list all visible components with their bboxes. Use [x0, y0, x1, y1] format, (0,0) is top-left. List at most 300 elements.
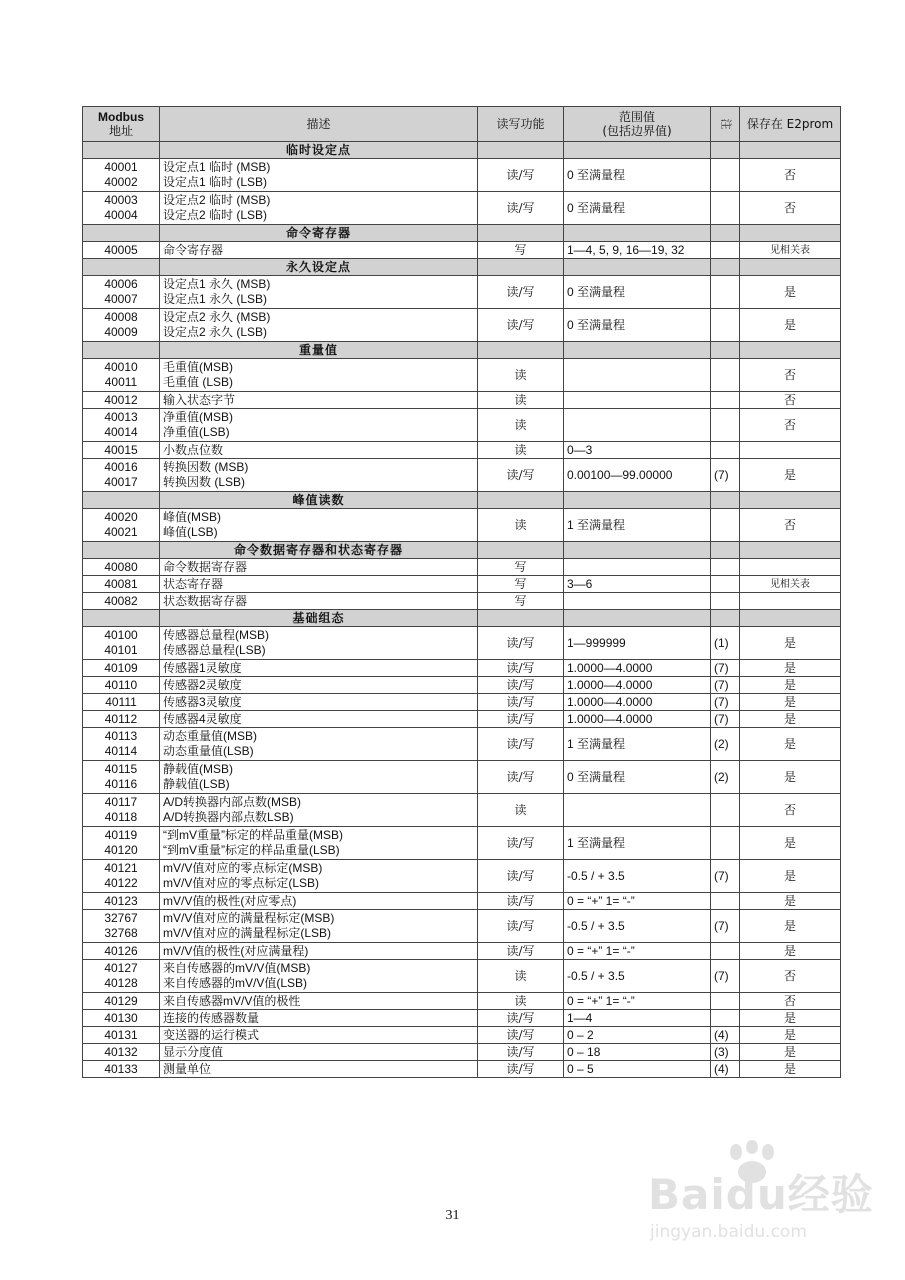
- address-value: 40123: [104, 893, 138, 908]
- address-value: 40021: [104, 525, 138, 539]
- description-cell: [160, 192, 478, 225]
- e2prom-cell: 否: [740, 794, 841, 827]
- address-value: 40126: [104, 943, 138, 958]
- note-cell: [711, 794, 740, 827]
- address-value: 40130: [104, 1010, 138, 1025]
- description-line: 传感器3灵敏度: [163, 694, 242, 709]
- description-line: 峰值(LSB): [163, 525, 218, 539]
- description-line: “到mV重量”标定的样品重量(LSB): [163, 843, 340, 857]
- description-line: 传感器总量程(LSB): [163, 643, 266, 657]
- table-row: [83, 509, 841, 542]
- rw-cell: 读: [478, 442, 564, 459]
- range-cell: 1 至满量程: [564, 509, 711, 542]
- rw-cell: 读/写: [478, 728, 564, 761]
- description-cell: [160, 1061, 478, 1078]
- section-blank-cell: [740, 342, 841, 359]
- section-header-row: [83, 610, 841, 627]
- table-row: [83, 1027, 841, 1044]
- range-cell: 1.0000—4.0000: [564, 660, 711, 677]
- description-line: 测量单位: [163, 1061, 212, 1076]
- address-value: 40114: [104, 744, 138, 758]
- range-cell: [564, 593, 711, 610]
- e2prom-cell: 是: [740, 943, 841, 960]
- address-value: 40081: [104, 576, 138, 591]
- description-line: 来自传感器mV/V值的极性: [163, 993, 301, 1008]
- address-cell: [83, 593, 160, 610]
- section-blank-cell: [740, 492, 841, 509]
- rw-cell: 读/写: [478, 761, 564, 794]
- description-cell: [160, 677, 478, 694]
- range-cell: 0—3: [564, 442, 711, 459]
- range-cell: -0.5 / + 3.5: [564, 960, 711, 993]
- address-value: 40020: [104, 510, 138, 524]
- description-cell: [160, 728, 478, 761]
- rw-cell: 读/写: [478, 893, 564, 910]
- address-cell: [83, 159, 160, 192]
- e2prom-cell: 是: [740, 627, 841, 660]
- section-blank-cell: [478, 259, 564, 276]
- range-cell: 0 = “+” 1= “-”: [564, 993, 711, 1010]
- e2prom-cell: 是: [740, 827, 841, 860]
- section-blank-cell: [564, 342, 711, 359]
- section-title: 命令寄存器: [160, 225, 478, 242]
- description-cell: [160, 459, 478, 492]
- table-header-row: [83, 107, 841, 142]
- e2prom-cell: 是: [740, 1027, 841, 1044]
- table-row: [83, 1061, 841, 1078]
- rw-cell: 读/写: [478, 711, 564, 728]
- e2prom-cell: 是: [740, 276, 841, 309]
- address-cell: [83, 576, 160, 593]
- address-value: 40133: [104, 1061, 138, 1076]
- address-value: 40010: [104, 360, 138, 374]
- rw-cell: 读/写: [478, 677, 564, 694]
- address-value: 40117: [104, 795, 138, 809]
- register-table: [82, 106, 841, 1078]
- section-blank-cell: [564, 142, 711, 159]
- note-cell: (4): [711, 1061, 740, 1078]
- address-cell: [83, 509, 160, 542]
- description-cell: [160, 860, 478, 893]
- note-cell: (2): [711, 728, 740, 761]
- range-cell: 0 至满量程: [564, 761, 711, 794]
- description-line: 设定点1 永久 (LSB): [163, 292, 268, 306]
- section-blank-cell: [478, 542, 564, 559]
- rw-cell: 读/写: [478, 694, 564, 711]
- address-cell: [83, 893, 160, 910]
- rw-cell: 写: [478, 242, 564, 259]
- description-line: 动态重量值(LSB): [163, 744, 254, 758]
- description-cell: [160, 943, 478, 960]
- address-value: 40119: [104, 828, 138, 842]
- description-cell: [160, 993, 478, 1010]
- rw-cell: 读/写: [478, 1061, 564, 1078]
- description-line: 传感器1灵敏度: [163, 660, 242, 675]
- table-row: [83, 192, 841, 225]
- address-cell: [83, 392, 160, 409]
- description-cell: [160, 509, 478, 542]
- note-cell: [711, 943, 740, 960]
- table-row: [83, 794, 841, 827]
- address-value: 40121: [104, 861, 138, 875]
- rw-cell: 读: [478, 392, 564, 409]
- section-blank-cell: [711, 492, 740, 509]
- header-notes: [711, 107, 740, 142]
- e2prom-cell: 见相关表: [740, 576, 841, 593]
- description-cell: [160, 159, 478, 192]
- note-cell: [711, 392, 740, 409]
- e2prom-cell: 否: [740, 392, 841, 409]
- description-line: 设定点2 永久 (LSB): [163, 325, 268, 339]
- section-blank-cell: [83, 610, 160, 627]
- section-blank-cell: [740, 610, 841, 627]
- address-cell: [83, 993, 160, 1010]
- range-cell: 0 = “+” 1= “-”: [564, 943, 711, 960]
- description-cell: [160, 359, 478, 392]
- rw-cell: 读/写: [478, 660, 564, 677]
- address-value: 40113: [104, 729, 138, 743]
- description-line: mV/V值对应的零点标定(LSB): [163, 876, 320, 890]
- description-cell: [160, 1027, 478, 1044]
- note-cell: [711, 442, 740, 459]
- range-cell: 1 至满量程: [564, 827, 711, 860]
- description-cell: [160, 593, 478, 610]
- e2prom-cell: 是: [740, 728, 841, 761]
- e2prom-cell: 否: [740, 993, 841, 1010]
- range-cell: 3—6: [564, 576, 711, 593]
- address-cell: [83, 1044, 160, 1061]
- e2prom-cell: 否: [740, 960, 841, 993]
- range-cell: 1.0000—4.0000: [564, 677, 711, 694]
- description-line: 设定点1 永久 (MSB): [163, 277, 271, 291]
- address-value: 40100: [104, 628, 138, 642]
- section-blank-cell: [478, 492, 564, 509]
- note-cell: (7): [711, 660, 740, 677]
- address-value: 40082: [104, 593, 138, 608]
- note-cell: (7): [711, 694, 740, 711]
- address-value: 40004: [104, 208, 138, 222]
- header-range-top: 范围值: [618, 110, 655, 124]
- rw-cell: 读: [478, 509, 564, 542]
- rw-cell: 读/写: [478, 159, 564, 192]
- address-value: 40009: [104, 325, 138, 339]
- description-line: 设定点2 临时 (LSB): [163, 208, 268, 222]
- section-blank-cell: [83, 342, 160, 359]
- e2prom-cell: 是: [740, 1061, 841, 1078]
- section-blank-cell: [740, 542, 841, 559]
- table-row: [83, 242, 841, 259]
- address-cell: [83, 359, 160, 392]
- watermark-brand: Baidu经验: [648, 1170, 874, 1219]
- address-value: 40118: [104, 810, 138, 824]
- range-cell: -0.5 / + 3.5: [564, 860, 711, 893]
- section-blank-cell: [711, 142, 740, 159]
- description-line: 设定点1 临时 (MSB): [163, 160, 271, 174]
- e2prom-cell: 否: [740, 509, 841, 542]
- section-header-row: [83, 142, 841, 159]
- description-line: 命令寄存器: [163, 242, 224, 257]
- address-value: 40012: [104, 392, 138, 407]
- address-value: 40002: [104, 175, 138, 189]
- rw-cell: 读/写: [478, 309, 564, 342]
- section-blank-cell: [564, 259, 711, 276]
- description-line: mV/V值的极性(对应满量程): [163, 943, 309, 958]
- table-row: [83, 159, 841, 192]
- baidu-watermark: [640, 1140, 880, 1260]
- range-cell: 0 – 5: [564, 1061, 711, 1078]
- section-title: 峰值读数: [160, 492, 478, 509]
- address-cell: [83, 827, 160, 860]
- description-line: 设定点2 临时 (MSB): [163, 193, 271, 207]
- address-value: 32767: [104, 911, 138, 925]
- section-blank-cell: [564, 225, 711, 242]
- note-cell: [711, 276, 740, 309]
- range-cell: [564, 794, 711, 827]
- table-row: [83, 1044, 841, 1061]
- description-cell: [160, 276, 478, 309]
- section-blank-cell: [83, 225, 160, 242]
- table-row: [83, 459, 841, 492]
- note-cell: [711, 893, 740, 910]
- e2prom-cell: [740, 559, 841, 576]
- e2prom-cell: 是: [740, 660, 841, 677]
- description-line: 状态数据寄存器: [163, 593, 248, 608]
- range-cell: -0.5 / + 3.5: [564, 910, 711, 943]
- description-cell: [160, 392, 478, 409]
- description-line: mV/V值对应的满量程标定(LSB): [163, 926, 332, 940]
- section-blank-cell: [711, 259, 740, 276]
- table-row: [83, 276, 841, 309]
- section-blank-cell: [711, 225, 740, 242]
- range-cell: 1.0000—4.0000: [564, 694, 711, 711]
- address-value: 40006: [104, 277, 138, 291]
- description-line: 转换因数 (LSB): [163, 475, 246, 489]
- table-row: [83, 960, 841, 993]
- address-cell: [83, 711, 160, 728]
- description-line: 毛重值(MSB): [163, 360, 233, 374]
- address-cell: [83, 1027, 160, 1044]
- address-cell: [83, 728, 160, 761]
- address-value: 40129: [104, 993, 138, 1008]
- address-cell: [83, 627, 160, 660]
- e2prom-cell: 否: [740, 409, 841, 442]
- address-value: 40001: [104, 160, 138, 174]
- description-line: 净重值(MSB): [163, 410, 233, 424]
- address-value: 40115: [104, 762, 138, 776]
- description-cell: [160, 893, 478, 910]
- table-row: [83, 593, 841, 610]
- address-value: 40005: [104, 242, 138, 257]
- table-row: [83, 993, 841, 1010]
- table-row: [83, 1010, 841, 1027]
- section-header-row: [83, 492, 841, 509]
- address-value: 40015: [104, 442, 138, 457]
- address-value: 40132: [104, 1044, 138, 1059]
- description-cell: [160, 1010, 478, 1027]
- address-cell: [83, 910, 160, 943]
- address-value: 40011: [104, 375, 138, 389]
- range-cell: 1.0000—4.0000: [564, 711, 711, 728]
- address-cell: [83, 1061, 160, 1078]
- rw-cell: 读: [478, 409, 564, 442]
- e2prom-cell: 是: [740, 893, 841, 910]
- range-cell: [564, 392, 711, 409]
- description-cell: [160, 409, 478, 442]
- e2prom-cell: 是: [740, 694, 841, 711]
- description-line: 峰值(MSB): [163, 510, 221, 524]
- section-blank-cell: [478, 142, 564, 159]
- note-cell: [711, 827, 740, 860]
- section-blank-cell: [711, 542, 740, 559]
- header-range-bottom: (包括边界值): [602, 124, 672, 138]
- note-cell: [711, 993, 740, 1010]
- section-title: 临时设定点: [160, 142, 478, 159]
- e2prom-cell: 是: [740, 459, 841, 492]
- e2prom-cell: 是: [740, 1010, 841, 1027]
- e2prom-cell: [740, 593, 841, 610]
- rw-cell: 读/写: [478, 192, 564, 225]
- table-body: [83, 142, 841, 1078]
- table-row: [83, 627, 841, 660]
- description-line: A/D转换器内部点数(MSB): [163, 795, 302, 809]
- table-row: [83, 827, 841, 860]
- range-cell: 1—4, 5, 9, 16—19, 32: [564, 242, 711, 259]
- rw-cell: 读/写: [478, 827, 564, 860]
- description-line: mV/V值对应的零点标定(MSB): [163, 861, 323, 875]
- rw-cell: 读/写: [478, 459, 564, 492]
- address-cell: [83, 192, 160, 225]
- rw-cell: 读: [478, 960, 564, 993]
- range-cell: [564, 409, 711, 442]
- range-cell: 0 – 18: [564, 1044, 711, 1061]
- e2prom-cell: 是: [740, 1044, 841, 1061]
- header-notes-text: 注: [719, 118, 732, 130]
- e2prom-cell: 是: [740, 309, 841, 342]
- table-row: [83, 860, 841, 893]
- table-row: [83, 893, 841, 910]
- rw-cell: 写: [478, 559, 564, 576]
- note-cell: [711, 1010, 740, 1027]
- table-row: [83, 694, 841, 711]
- address-cell: [83, 960, 160, 993]
- description-line: 静载值(LSB): [163, 777, 230, 791]
- note-cell: (2): [711, 761, 740, 794]
- description-line: 输入状态字节: [163, 392, 236, 407]
- note-cell: [711, 576, 740, 593]
- range-cell: 0 至满量程: [564, 192, 711, 225]
- range-cell: 1 至满量程: [564, 728, 711, 761]
- rw-cell: 读: [478, 359, 564, 392]
- description-line: 状态寄存器: [163, 576, 224, 591]
- section-title: 永久设定点: [160, 259, 478, 276]
- note-cell: (3): [711, 1044, 740, 1061]
- description-cell: [160, 442, 478, 459]
- note-cell: (7): [711, 677, 740, 694]
- address-cell: [83, 276, 160, 309]
- note-cell: [711, 559, 740, 576]
- range-cell: 0 至满量程: [564, 309, 711, 342]
- address-value: 40013: [104, 410, 138, 424]
- description-line: 净重值(LSB): [163, 425, 230, 439]
- note-cell: (1): [711, 627, 740, 660]
- header-address: [83, 107, 160, 142]
- section-blank-cell: [740, 225, 841, 242]
- address-value: 40007: [104, 292, 138, 306]
- description-line: 转换因数 (MSB): [163, 460, 249, 474]
- note-cell: (7): [711, 711, 740, 728]
- rw-cell: 读: [478, 993, 564, 1010]
- table-row: [83, 392, 841, 409]
- address-value: 40128: [104, 976, 138, 990]
- range-cell: 1—999999: [564, 627, 711, 660]
- e2prom-cell: 是: [740, 910, 841, 943]
- description-line: 显示分度值: [163, 1044, 224, 1059]
- address-cell: [83, 1010, 160, 1027]
- description-cell: [160, 794, 478, 827]
- description-cell: [160, 711, 478, 728]
- header-range: [564, 107, 711, 142]
- section-blank-cell: [478, 342, 564, 359]
- header-address-bottom: 地址: [108, 124, 133, 138]
- description-cell: [160, 827, 478, 860]
- section-title: 命令数据寄存器和状态寄存器: [160, 542, 478, 559]
- rw-cell: 读/写: [478, 276, 564, 309]
- range-cell: 0 – 2: [564, 1027, 711, 1044]
- description-cell: [160, 242, 478, 259]
- description-line: 传感器4灵敏度: [163, 711, 242, 726]
- description-line: 来自传感器的mV/V值(LSB): [163, 976, 308, 990]
- description-cell: [160, 960, 478, 993]
- header-address-top: Modbus: [98, 110, 144, 124]
- description-line: mV/V值对应的满量程标定(MSB): [163, 911, 335, 925]
- section-blank-cell: [83, 542, 160, 559]
- range-cell: 0 至满量程: [564, 159, 711, 192]
- address-cell: [83, 860, 160, 893]
- note-cell: [711, 242, 740, 259]
- description-cell: [160, 761, 478, 794]
- note-cell: [711, 309, 740, 342]
- description-line: 静载值(MSB): [163, 762, 233, 776]
- address-value: 40127: [104, 961, 138, 975]
- description-cell: [160, 1044, 478, 1061]
- address-value: 40120: [104, 843, 138, 857]
- e2prom-cell: 是: [740, 677, 841, 694]
- e2prom-cell: 是: [740, 860, 841, 893]
- e2prom-cell: 是: [740, 761, 841, 794]
- section-blank-cell: [83, 142, 160, 159]
- address-cell: [83, 660, 160, 677]
- e2prom-cell: [740, 442, 841, 459]
- e2prom-cell: 见相关表: [740, 242, 841, 259]
- e2prom-cell: 否: [740, 159, 841, 192]
- range-cell: [564, 559, 711, 576]
- description-line: 来自传感器的mV/V值(MSB): [163, 961, 311, 975]
- address-value: 40016: [104, 460, 138, 474]
- range-cell: 1—4: [564, 1010, 711, 1027]
- section-title: 基础组态: [160, 610, 478, 627]
- description-cell: [160, 559, 478, 576]
- section-blank-cell: [478, 610, 564, 627]
- header-rw: 读写功能: [478, 107, 564, 142]
- table-row: [83, 309, 841, 342]
- table-row: [83, 660, 841, 677]
- address-cell: [83, 794, 160, 827]
- address-value: 40101: [104, 643, 138, 657]
- rw-cell: 读/写: [478, 627, 564, 660]
- section-blank-cell: [564, 492, 711, 509]
- range-cell: [564, 359, 711, 392]
- description-cell: [160, 660, 478, 677]
